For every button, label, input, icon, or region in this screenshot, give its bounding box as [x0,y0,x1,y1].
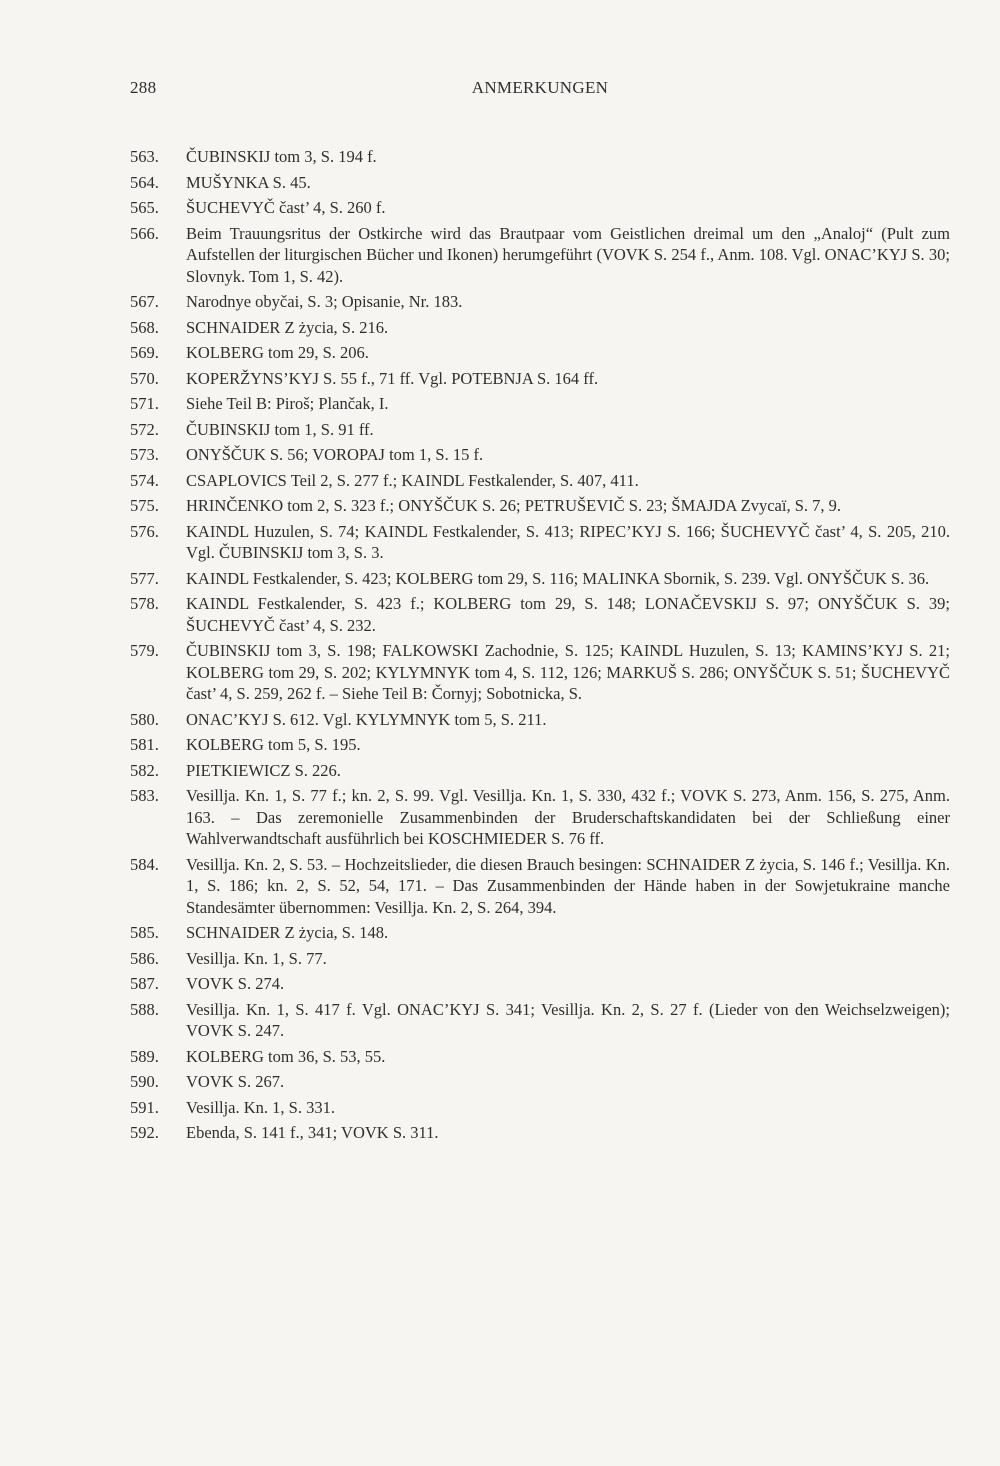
note-item [130,444,950,466]
note-number: 570. [130,368,159,388]
note-text: Beim Trauungsritus der Ostkirche wird das Brautpaar vom Geistlichen dreimal um den „Analoj“ (Pult zum Aufstellen der liturgischen Bücher und Ikonen) herumgeführt (VOVK S. 254 f., Anm. 108. Vgl. ONAC’KYJ S. 30; Slovnyk. Tom 1, S. 42). [186,223,950,286]
note-number: 592. [130,1123,159,1142]
note-number: 576. [130,521,159,541]
note-number: 587. [130,974,159,993]
note-item [130,973,950,995]
note-number: 565. [130,198,159,217]
note-text: ČUBINSKIJ tom 3, S. 198; FALKOWSKI Zachodnie, S. 125; KAINDL Huzulen, S. 13; KAMINS’KYJ S. 21; KOLBERG tom 29, S. 202; KYLYMNYK tom 4, S. 112, 126; MARKUŠ S. 286; ONYŠČUK S. 51; ŠUCHEVYČ čast’ 4, S. 259, 262 f. – Siehe Teil B: Čornyj; Sobotnicka, S. [186,641,950,703]
note-text: ONAC’KYJ S. 612. Vgl. KYLYMNYK tom 5, S. 211. [186,709,547,729]
notes-list [130,146,950,1148]
note-item [130,999,950,1042]
note-item [130,568,950,590]
note-text: SCHNAIDER Z życia, S. 148. [186,923,389,942]
note-text: CSAPLOVICS Teil 2, S. 277 f.; KAINDL Festkalender, S. 407, 411. [186,470,639,490]
note-text: Narodnye obyčai, S. 3; Opisanie, Nr. 183. [186,292,463,311]
note-text: PIETKIEWICZ S. 226. [186,760,341,780]
note-item [130,1046,950,1068]
note-text: ONYŠČUK S. 56; VOROPAJ tom 1, S. 15 f. [186,445,484,464]
note-number: 589. [130,1046,159,1066]
note-item [130,760,950,782]
page-number: 288 [130,78,157,97]
note-text: Siehe Teil B: Piroš; Plančak, I. [186,394,389,413]
note-item [130,922,950,944]
note-number: 591. [130,1097,159,1117]
note-item [130,640,950,705]
note-number: 584. [130,854,159,874]
note-text: ČUBINSKIJ tom 3, S. 194 f. [186,147,377,166]
note-number: 563. [130,147,159,166]
note-item [130,172,950,194]
note-item [130,1071,950,1093]
note-item [130,368,950,390]
note-item [130,521,950,564]
note-text: Vesillja. Kn. 1, S. 77 f.; kn. 2, S. 99. Vgl. Vesillja. Kn. 1, S. 330, 432 f.; VOVK S. 273, Anm. 156, S. 275, Anm. 163. – Das zeremonielle Zusammenbinden der Bruderschaftskandidaten bei der Schließung einer Wahlverwandtschaft ausführlich bei KOSCHMIEDER S. 76 ff. [186,786,950,848]
note-number: 590. [130,1072,159,1091]
note-number: 586. [130,948,159,968]
note-number: 585. [130,923,159,942]
note-text: HRINČENKO tom 2, S. 323 f.; ONYŠČUK S. 26; PETRUŠEVIČ S. 23; ŠMAJDA Zvycaï, S. 7, 9. [186,496,842,515]
note-item [130,342,950,364]
running-title: ANMERKUNGEN [471,78,609,97]
note-text: KAINDL Festkalender, S. 423; KOLBERG tom 29, S. 116; MALINKA Sbornik, S. 239. Vgl. ONYŠČUK S. 36. [186,568,930,588]
note-item [130,393,950,415]
note-text: Vesillja. Kn. 1, S. 331. [186,1097,335,1117]
note-number: 588. [130,999,159,1019]
note-number: 579. [130,641,159,660]
note-text: VOVK S. 274. [186,974,285,993]
note-text: SCHNAIDER Z życia, S. 216. [186,317,389,337]
note-item [130,291,950,313]
note-text: VOVK S. 267. [186,1072,285,1091]
note-number: 569. [130,343,159,362]
note-item [130,419,950,441]
note-number: 566. [130,223,159,243]
note-number: 577. [130,568,159,588]
note-number: 567. [130,292,159,311]
note-item [130,1122,950,1144]
note-text: ŠUCHEVYČ čast’ 4, S. 260 f. [186,198,386,217]
note-text: KOPERŽYNS’KYJ S. 55 f., 71 ff. Vgl. POTEBNJA S. 164 ff. [186,368,599,388]
note-item [130,317,950,339]
note-item [130,495,950,517]
note-text: ČUBINSKIJ tom 1, S. 91 ff. [186,419,374,439]
note-number: 574. [130,470,159,490]
note-number: 564. [130,172,159,192]
page-header [130,78,950,104]
note-number: 568. [130,317,159,337]
note-text: KOLBERG tom 5, S. 195. [186,735,361,754]
note-item [130,223,950,288]
note-item [130,470,950,492]
note-item [130,709,950,731]
note-item [130,146,950,168]
note-item [130,785,950,850]
note-number: 582. [130,760,159,780]
note-text: KOLBERG tom 29, S. 206. [186,343,369,362]
note-text: KAINDL Huzulen, S. 74; KAINDL Festkalender, S. 413; RIPEC’KYJ S. 166; ŠUCHEVYČ čast’ 4, S. 205, 210. Vgl. ČUBINSKIJ tom 3, S. 3. [186,521,950,562]
note-item [130,197,950,219]
note-text: Vesillja. Kn. 1, S. 77. [186,948,327,968]
note-text: Vesillja. Kn. 1, S. 417 f. Vgl. ONAC’KYJ S. 341; Vesillja. Kn. 2, S. 27 f. (Lieder von den Weichselzweigen); VOVK S. 247. [186,999,950,1040]
note-number: 578. [130,594,159,613]
note-number: 571. [130,394,159,413]
note-text: KAINDL Festkalender, S. 423 f.; KOLBERG tom 29, S. 148; LONAČEVSKIJ S. 97; ONYŠČUK S. 39; ŠUCHEVYČ čast’ 4, S. 232. [186,594,950,635]
note-text: KOLBERG tom 36, S. 53, 55. [186,1046,386,1066]
note-number: 575. [130,496,159,515]
note-text: Ebenda, S. 141 f., 341; VOVK S. 311. [186,1123,439,1142]
note-item [130,948,950,970]
note-number: 583. [130,786,159,805]
note-text: Vesillja. Kn. 2, S. 53. – Hochzeitslieder, die diesen Brauch besingen: SCHNAIDER Z życia, S. 146 f.; Vesillja. Kn. 1, S. 186; kn. 2, S. 52, 54, 171. – Das Zusammenbinden der Hände haben in der Sowjetukraine manche Standesämter übernommen: Vesillja. Kn. 2, S. 264, 394. [186,854,950,917]
note-text: MUŠYNKA S. 45. [186,172,311,192]
note-number: 573. [130,445,159,464]
note-number: 581. [130,735,159,754]
note-number: 572. [130,419,159,439]
note-item [130,593,950,636]
note-item [130,734,950,756]
note-number: 580. [130,709,159,729]
note-item [130,854,950,919]
note-item [130,1097,950,1119]
